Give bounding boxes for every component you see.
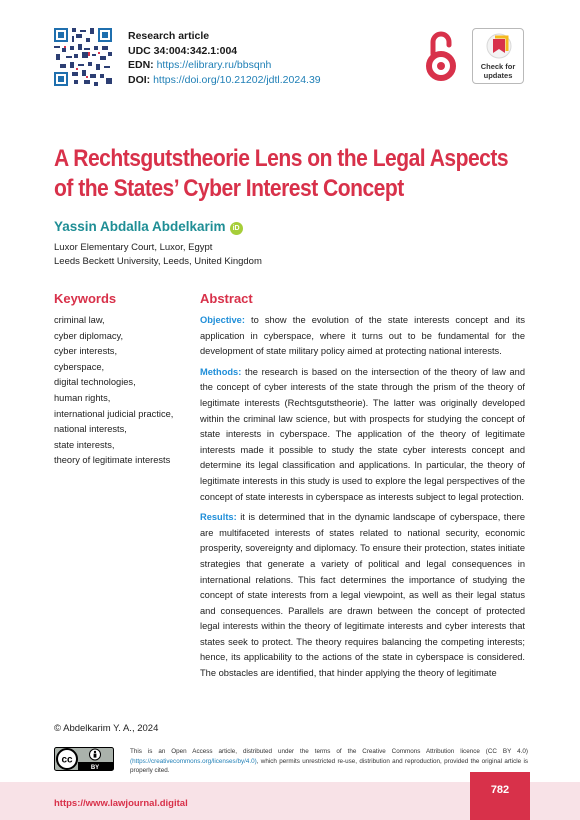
objective-label: Objective: [200, 315, 245, 325]
results-text: it is determined that in the dynamic landscape of cyberspace, there are multifaceted interests of states related to national security, economic prosperity, sovereignty and diplomacy. To ensure their protection, states initiate strategies that generate a variety of political and legal consequences in international relations. This fact determines the importance of studying the concept of state interests from a legal viewpoint, as well as their legal status and consequences. Parallels are drawn between the concept of protected legal interests within the theory of legitimate interests and cyber interests that states seek to protect. The theory requires balancing the competing interests; hence, its applicability to the actions of the state in cyberspace is considered. The obstacles are identified, that hinder applying the theory of legitimate [200, 512, 525, 679]
check-for-updates-text [473, 63, 523, 80]
article-title [54, 144, 536, 204]
keywords-list [54, 313, 173, 469]
keyword-item: cyber diplomacy, [54, 330, 124, 341]
keyword-item: international judicial practice, [54, 408, 174, 419]
doi-link[interactable]: https://doi.org/10.21202/jdtl.2024.39 [153, 73, 321, 86]
results-label: Results: [200, 512, 237, 523]
check-line-2: updates [483, 70, 513, 80]
affiliation-2: Leeds Beckett University, Leeds, United Kingdom [54, 255, 262, 267]
objective-text: to show the evolution of the state interests concept and its application in cyberspace, where it turns out to be fundamental for the development of state military policy aimed at protecting national interests. [200, 315, 525, 357]
orcid-icon[interactable]: iD [230, 222, 243, 235]
keyword-item: criminal law, [54, 315, 105, 325]
title-line-1: A Rechtsgutstheorie Lens on the Legal Aspects [54, 145, 509, 172]
license-block [54, 746, 534, 786]
article-meta [128, 29, 321, 87]
methods-text: the research is based on the intersection of the theory of law and the concept of cyber interests of the state through the prism of the theory of legitimate interests (Rechtsgutstheorie). The latter was originally developed within the criminal law science, but with prospects for studying the concept of state interests in cyberspace. The application of the theory of legitimate interests made it possible to study the state cyber interests concept and determine its legal classification and applications. In particular, the theory of legitimate interests in this study is used to explore the legal perspectives of the concept of state interests in cyberspace as interests subject to legal protection. [200, 366, 525, 502]
by-text: BY [90, 764, 100, 771]
abstract-results [200, 510, 525, 682]
keyword-item: digital technologies, [54, 377, 136, 388]
abstract-body [200, 313, 525, 687]
qr-code-icon [54, 28, 112, 86]
article-type: Research article [128, 30, 210, 42]
page-number: 782 [470, 772, 530, 820]
check-for-updates-badge[interactable] [472, 28, 524, 84]
udc-code: UDC 34:004:342.1:004 [128, 44, 238, 57]
keywords-heading: Keywords [54, 291, 117, 306]
abstract-methods [200, 365, 525, 505]
doi-label: DOI: [128, 73, 151, 86]
license-text-1: This is an Open Access article, distributed under the terms of the Creative Commons Attribution licence (CC BY 4.0) [130, 748, 528, 755]
license-link[interactable]: (https://creativecommons.org/licenses/by/4.0) [130, 757, 257, 765]
cc-by-badge-icon[interactable] [54, 747, 114, 771]
cc-text: cc [61, 754, 73, 766]
open-access-lock-icon [424, 28, 458, 84]
author-name[interactable]: Yassin Abdalla Abdelkarim [54, 219, 226, 234]
edn-label: EDN: [128, 59, 154, 71]
license-text [130, 747, 528, 776]
keyword-item: state interests, [54, 439, 115, 450]
keyword-item: cyberspace, [54, 361, 105, 372]
edn-link[interactable]: https://elibrary.ru/bbsqnh [156, 59, 272, 71]
affiliations [54, 241, 262, 268]
journal-url-link[interactable]: https://www.lawjournal.digital [54, 798, 188, 809]
affiliation-1: Luxor Elementary Court, Luxor, Egypt [54, 242, 213, 253]
title-line-2: of the States’ Cyber Interest Concept [54, 175, 404, 202]
abstract-objective [200, 313, 525, 360]
copyright-notice: © Abdelkarim Y. A., 2024 [54, 723, 159, 734]
license-text-2: , which permits unrestricted re-use, distribution and reproduction, provided the original article is properly cited. [130, 757, 528, 775]
keyword-item: cyber interests, [54, 346, 118, 357]
article-header [54, 28, 530, 118]
keyword-item: theory of legitimate interests [54, 455, 171, 466]
author-line [54, 219, 243, 235]
keyword-item: national interests, [54, 424, 127, 435]
abstract-heading: Abstract [200, 291, 253, 306]
keyword-item: human rights, [54, 392, 111, 403]
check-line-1: Check for [480, 62, 516, 71]
crossmark-bookmark-icon [486, 33, 512, 61]
methods-label: Methods: [200, 366, 242, 377]
page-footer [0, 782, 580, 820]
